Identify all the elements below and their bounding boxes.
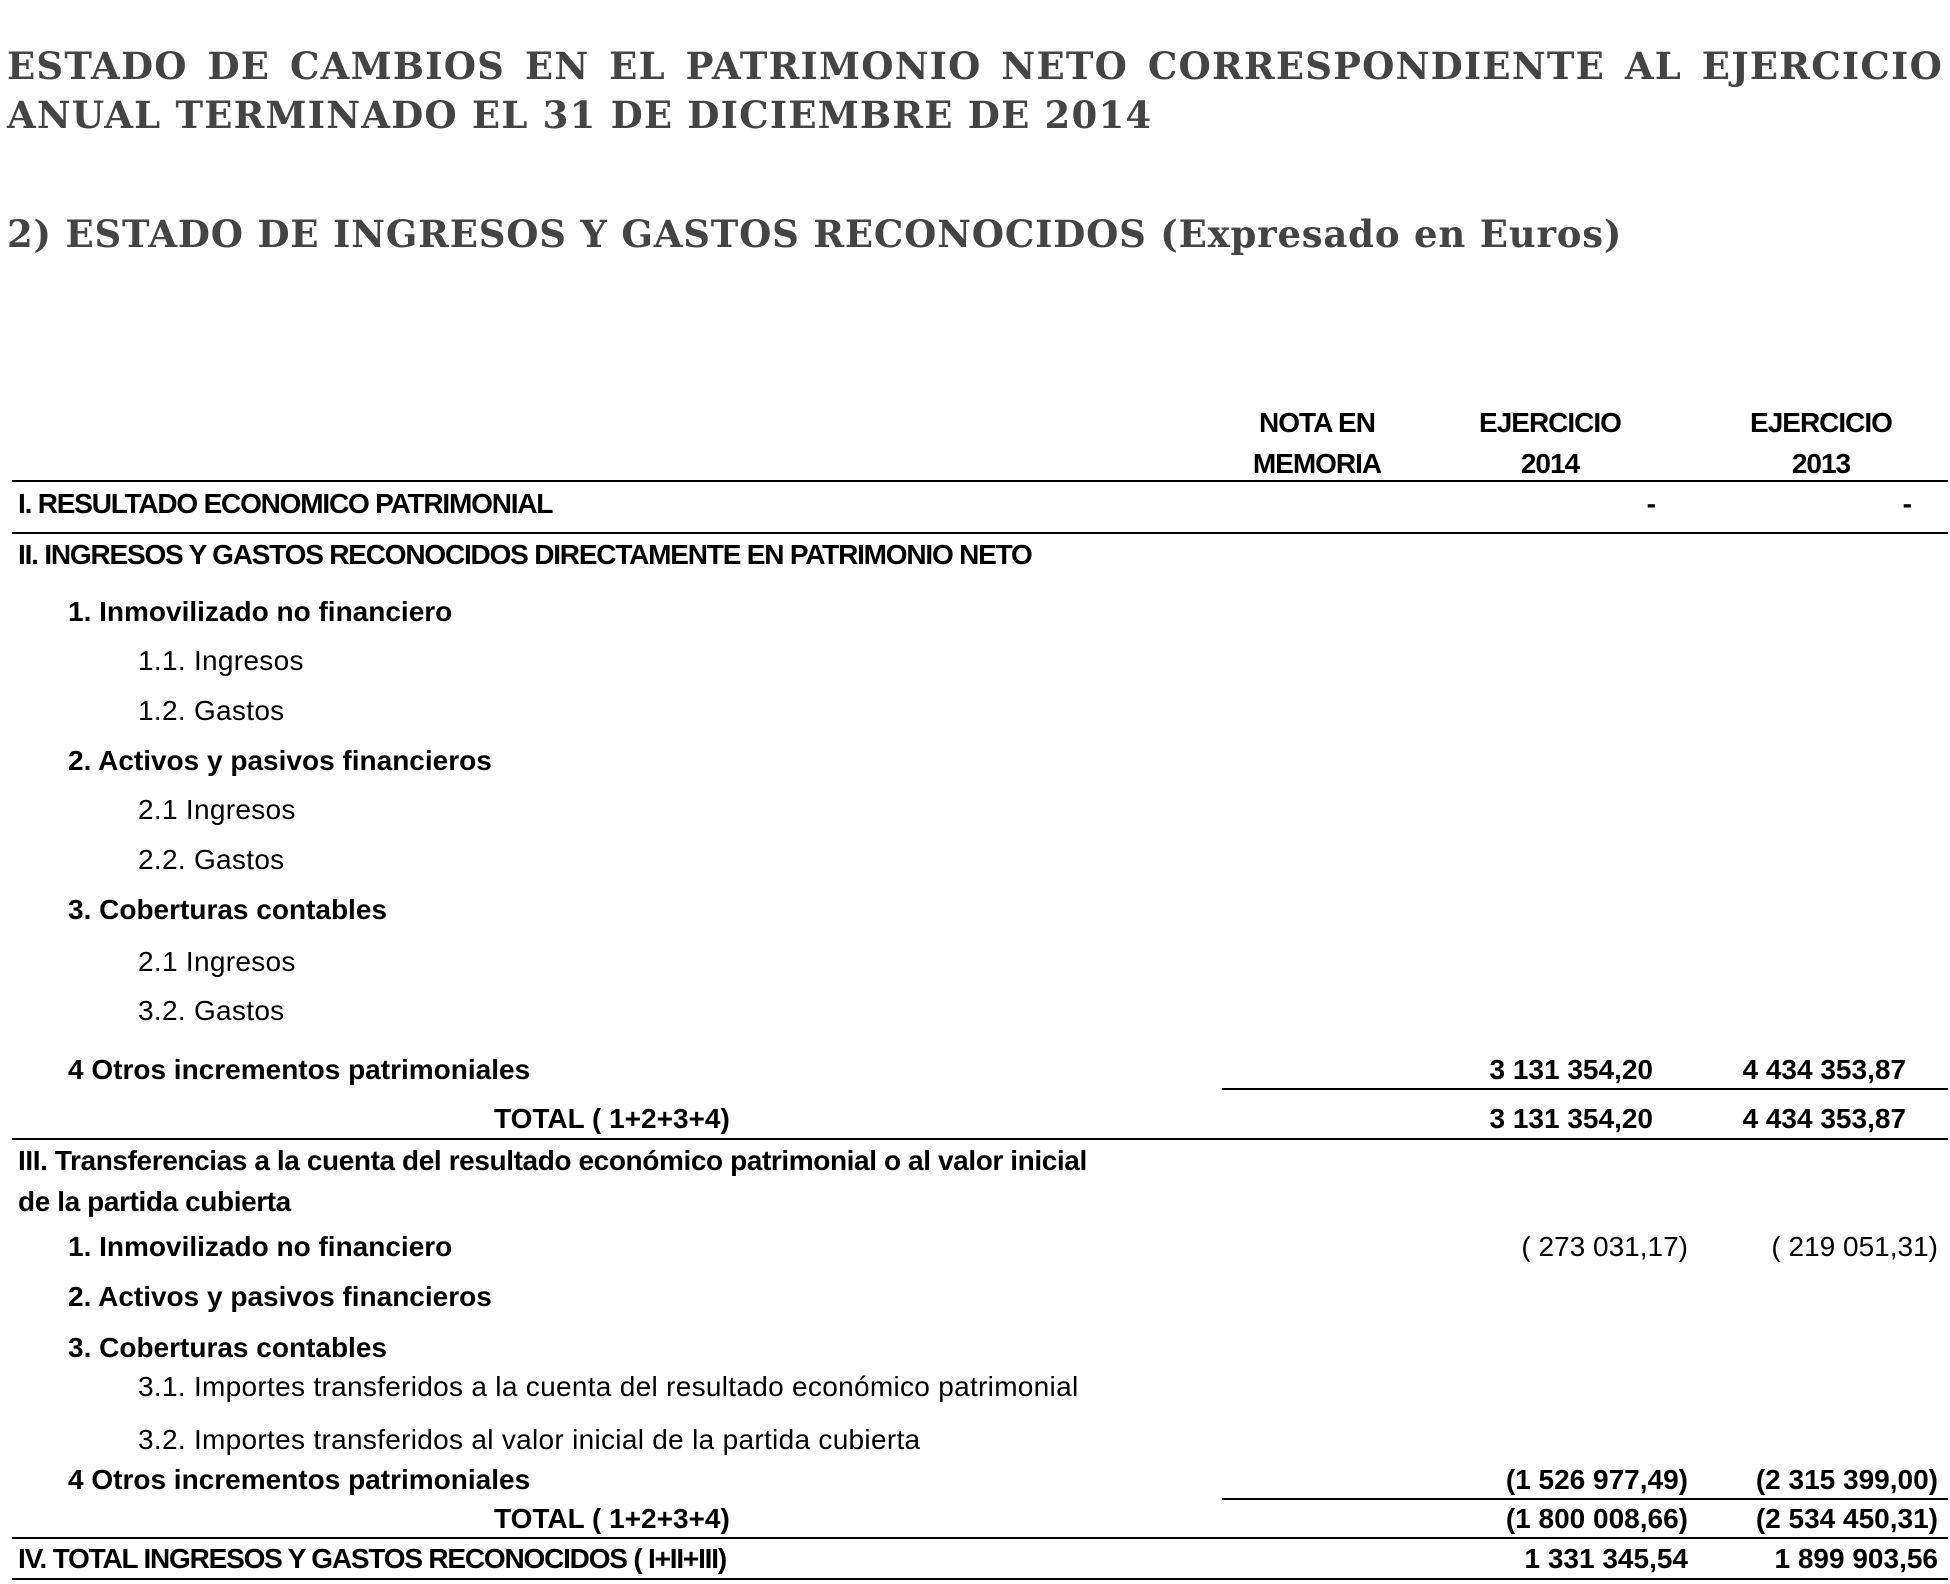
row-value-2013: (2 315 399,00) bbox=[1755, 1464, 1938, 1495]
section-iv-row bbox=[0, 1539, 1950, 1579]
table-row bbox=[0, 691, 1950, 731]
row-label: 1. Inmovilizado no financiero bbox=[68, 1231, 453, 1262]
row-value-2014: ( 273 031,17) bbox=[1521, 1231, 1688, 1262]
section-iii-label-line2: de la partida cubierta bbox=[18, 1186, 291, 1217]
section-i-row bbox=[0, 484, 1950, 524]
row-label: 4 Otros incrementos patrimoniales bbox=[68, 1054, 531, 1085]
table-row bbox=[0, 890, 1950, 930]
document-title bbox=[7, 42, 1943, 140]
section-iii-label-line1: III. Transferencias a la cuenta del resultado económico patrimonial o al valor inicial bbox=[18, 1145, 1087, 1176]
row-value-2013: ( 219 051,31) bbox=[1771, 1231, 1938, 1262]
document-title-line1: ESTADO DE CAMBIOS EN EL PATRIMONIO NETO CORRESPONDIENTE AL EJERCICIO bbox=[7, 44, 1943, 88]
row-value-2014: (1 526 977,49) bbox=[1505, 1464, 1688, 1495]
section-iv-label: IV. TOTAL INGRESOS Y GASTOS RECONOCIDOS ( I+II+III) bbox=[18, 1543, 726, 1574]
row-label: 3. Coberturas contables bbox=[68, 1332, 387, 1363]
total-label: TOTAL ( 1+2+3+4) bbox=[494, 1503, 730, 1534]
table-row bbox=[0, 991, 1950, 1031]
section-iii-label bbox=[18, 1140, 1218, 1222]
total-value-2013: 4 434 353,87 bbox=[1742, 1103, 1906, 1134]
header-ejercicio-2013: EJERCICIO 2013 bbox=[1750, 407, 1892, 479]
table-row bbox=[0, 1277, 1950, 1317]
row-label: 3.2. Gastos bbox=[138, 995, 285, 1026]
table-row bbox=[0, 1227, 1950, 1267]
document-title-line2: ANUAL TERMINADO EL 31 DE DICIEMBRE DE 2014 bbox=[7, 93, 1153, 137]
header-nota-memoria: NOTA EN MEMORIA bbox=[1252, 407, 1382, 479]
row-label: 3. Coberturas contables bbox=[68, 894, 387, 925]
section-iii-total-row bbox=[0, 1499, 1950, 1539]
rule-section-i-bottom bbox=[12, 532, 1948, 534]
rule-header-bottom bbox=[12, 480, 1948, 482]
section-ii-total-row bbox=[0, 1099, 1950, 1139]
section-ii-row bbox=[0, 535, 1950, 575]
section-ii-label: II. INGRESOS Y GASTOS RECONOCIDOS DIRECTAMENTE EN PATRIMONIO NETO bbox=[18, 539, 1032, 570]
table-row bbox=[0, 1420, 1950, 1460]
section-i-value-2013: - bbox=[1902, 488, 1912, 519]
header-ejercicio-2014: EJERCICIO 2014 bbox=[1479, 407, 1621, 479]
table-row bbox=[0, 840, 1950, 880]
total-value-2014: (1 800 008,66) bbox=[1505, 1503, 1688, 1534]
total-value-2013: (2 534 450,31) bbox=[1755, 1503, 1938, 1534]
section-iv-value-2014: 1 331 345,54 bbox=[1524, 1543, 1688, 1574]
row-label: 1. Inmovilizado no financiero bbox=[68, 596, 453, 627]
table-row bbox=[0, 592, 1950, 632]
section-i-value-2014: - bbox=[1646, 488, 1656, 519]
table-row bbox=[0, 1328, 1950, 1368]
table-row bbox=[0, 790, 1950, 830]
row-label: 2.1 Ingresos bbox=[138, 946, 296, 977]
table-row bbox=[0, 641, 1950, 681]
section-i-label: I. RESULTADO ECONOMICO PATRIMONIAL bbox=[18, 488, 553, 519]
row-value-2014: 3 131 354,20 bbox=[1489, 1054, 1653, 1085]
row-label: 1.2. Gastos bbox=[138, 695, 285, 726]
table-row bbox=[0, 1367, 1950, 1407]
table-row bbox=[0, 1050, 1950, 1090]
row-label: 2.2. Gastos bbox=[138, 844, 285, 875]
row-label: 3.2. Importes transferidos al valor inicial de la partida cubierta bbox=[138, 1424, 921, 1455]
total-value-2014: 3 131 354,20 bbox=[1489, 1103, 1653, 1134]
section-iv-value-2013: 1 899 903,56 bbox=[1774, 1543, 1938, 1574]
row-value-2013: 4 434 353,87 bbox=[1742, 1054, 1906, 1085]
table-row bbox=[0, 1460, 1950, 1500]
row-label: 2. Activos y pasivos financieros bbox=[68, 745, 492, 776]
table-row bbox=[0, 741, 1950, 781]
row-label: 1.1. Ingresos bbox=[138, 645, 304, 676]
total-label: TOTAL ( 1+2+3+4) bbox=[494, 1103, 730, 1134]
document-subtitle: 2) ESTADO DE INGRESOS Y GASTOS RECONOCIDOS (Expresado en Euros) bbox=[7, 212, 1623, 256]
table-row bbox=[0, 942, 1950, 982]
row-label: 2.1 Ingresos bbox=[138, 794, 296, 825]
row-label: 3.1. Importes transferidos a la cuenta del resultado económico patrimonial bbox=[138, 1371, 1079, 1402]
row-label: 2. Activos y pasivos financieros bbox=[68, 1281, 492, 1312]
row-label: 4 Otros incrementos patrimoniales bbox=[68, 1464, 531, 1495]
